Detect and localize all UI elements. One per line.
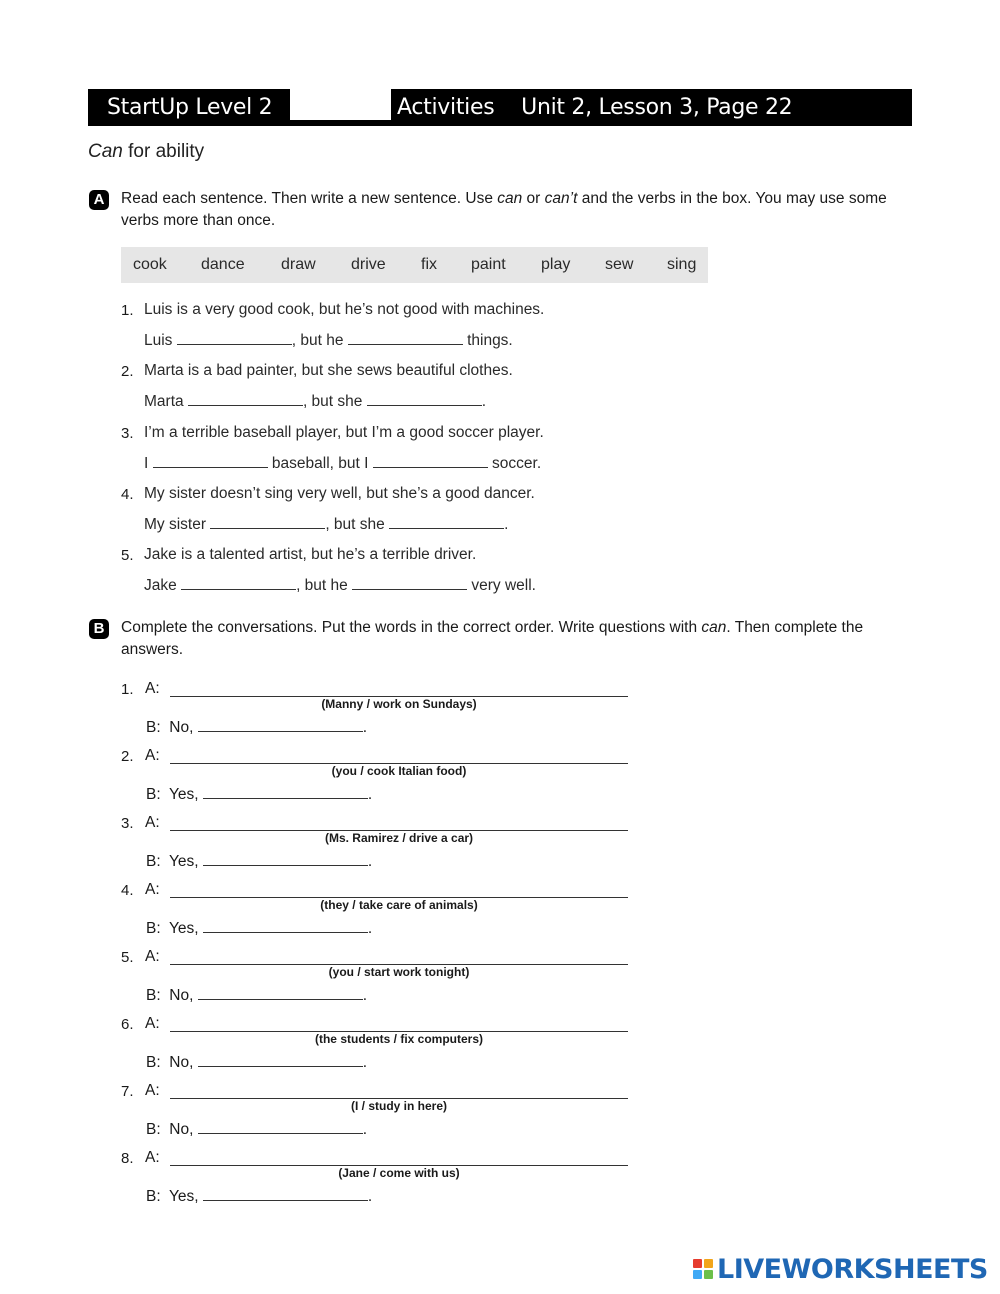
answer-blank[interactable] — [203, 918, 368, 933]
verb-word: draw — [281, 256, 316, 273]
b-item-number: 4. — [121, 882, 134, 899]
verb-word: drive — [351, 256, 386, 273]
word-hint: (you / cook Italian food) — [331, 764, 467, 778]
logo-square — [704, 1270, 713, 1279]
question-blank[interactable] — [170, 1083, 628, 1099]
b-item-number: 2. — [121, 748, 134, 765]
a-item-answer-line: Luis , but he things. — [144, 332, 513, 349]
question-blank[interactable] — [170, 1016, 628, 1032]
verb-word: paint — [471, 256, 506, 273]
verb-word: fix — [421, 256, 437, 273]
a-item-sentence: Marta is a bad painter, but she sews beautiful clothes. — [144, 362, 513, 379]
a-item-number: 3. — [121, 425, 134, 442]
logo-mark-icon — [693, 1259, 713, 1279]
verb-box — [121, 247, 708, 283]
word-hint: (they / take care of animals) — [320, 898, 478, 912]
logo-square — [693, 1259, 702, 1268]
speaker-a-label: A: — [145, 1015, 160, 1032]
b-item-number: 5. — [121, 949, 134, 966]
answer-blank[interactable] — [198, 985, 363, 1000]
speaker-a-label: A: — [145, 881, 160, 898]
logo-square — [693, 1270, 702, 1279]
b-item-number: 8. — [121, 1150, 134, 1167]
question-blank[interactable] — [170, 1150, 628, 1166]
question-blank[interactable] — [170, 882, 628, 898]
question-blank[interactable] — [170, 949, 628, 965]
answer-blank[interactable] — [177, 330, 292, 345]
speaker-a-label: A: — [145, 680, 160, 697]
answer-blank[interactable] — [348, 330, 463, 345]
a-item-sentence: I’m a terrible baseball player, but I’m a good soccer player. — [144, 424, 544, 441]
answer-line: B: No, . — [146, 1121, 368, 1138]
answer-line: B: No, . — [146, 987, 368, 1004]
word-hint: (Jane / come with us) — [338, 1166, 460, 1180]
b-item-number: 7. — [121, 1083, 134, 1100]
b-item-number: 6. — [121, 1016, 134, 1033]
answer-blank[interactable] — [203, 851, 368, 866]
answer-blank[interactable] — [153, 453, 268, 468]
question-blank[interactable] — [170, 681, 628, 697]
answer-blank[interactable] — [373, 453, 488, 468]
verb-word: cook — [133, 256, 167, 273]
word-hint: (Manny / work on Sundays) — [321, 697, 477, 711]
verb-word: sing — [667, 256, 697, 273]
section-a-badge: A — [89, 190, 109, 210]
section-b-badge: B — [89, 619, 109, 639]
answer-blank[interactable] — [188, 391, 303, 406]
answer-line: B: Yes, . — [146, 853, 373, 870]
answer-line: B: Yes, . — [146, 786, 373, 803]
speaker-a-label: A: — [145, 747, 160, 764]
b-item-number: 3. — [121, 815, 134, 832]
section-b-instruction: Complete the conversations. Put the words in the correct order. Write questions with can. Then complete the answers. — [121, 619, 864, 658]
word-hint: (I / study in here) — [350, 1099, 447, 1113]
a-item-answer-line: Jake , but he very well. — [144, 577, 536, 594]
lesson-title: Can for ability — [88, 141, 205, 162]
answer-blank[interactable] — [352, 575, 467, 590]
a-item-number: 1. — [121, 302, 134, 319]
answer-blank[interactable] — [389, 514, 504, 529]
header-gap — [290, 89, 391, 120]
answer-line: B: No, . — [146, 719, 368, 736]
section-a-instruction: Read each sentence. Then write a new sentence. Use can or can’t and the verbs in the box. You may use some verbs more than once. — [121, 190, 887, 229]
verb-word: play — [541, 256, 571, 273]
header-level: StartUp Level 2 — [88, 89, 290, 126]
answer-line: B: No, . — [146, 1054, 368, 1071]
a-item-answer-line: Marta , but she . — [144, 393, 487, 410]
a-item-number: 4. — [121, 486, 134, 503]
a-item-number: 2. — [121, 363, 134, 380]
answer-blank[interactable] — [367, 391, 482, 406]
a-item-number: 5. — [121, 547, 134, 564]
speaker-a-label: A: — [145, 814, 160, 831]
a-item-sentence: My sister doesn’t sing very well, but she’s a good dancer. — [144, 485, 535, 502]
verb-word: sew — [605, 256, 634, 273]
liveworksheets-logo — [693, 1254, 988, 1284]
question-blank[interactable] — [170, 748, 628, 764]
a-item-sentence: Luis is a very good cook, but he’s not good with machines. — [144, 301, 545, 318]
logo-square — [704, 1259, 713, 1268]
a-item-sentence: Jake is a talented artist, but he’s a terrible driver. — [144, 546, 477, 563]
answer-line: B: Yes, . — [146, 1188, 373, 1205]
answer-blank[interactable] — [181, 575, 296, 590]
word-hint: (you / start work tonight) — [328, 965, 470, 979]
answer-blank[interactable] — [198, 1052, 363, 1067]
word-hint: (the students / fix computers) — [314, 1032, 484, 1046]
speaker-a-label: A: — [145, 948, 160, 965]
speaker-a-label: A: — [145, 1149, 160, 1166]
a-item-answer-line: My sister , but she . — [144, 516, 509, 533]
b-item-number: 1. — [121, 681, 134, 698]
answer-blank[interactable] — [203, 1186, 368, 1201]
speaker-a-label: A: — [145, 1082, 160, 1099]
answer-blank[interactable] — [203, 784, 368, 799]
answer-blank[interactable] — [198, 717, 363, 732]
answer-line: B: Yes, . — [146, 920, 373, 937]
logo-text: LIVEWORKSHEETS — [717, 1253, 988, 1285]
a-item-answer-line: I baseball, but I soccer. — [144, 455, 542, 472]
answer-blank[interactable] — [210, 514, 325, 529]
verb-word: dance — [201, 256, 245, 273]
header-lesson-info: Activities Unit 2, Lesson 3, Page 22 — [397, 95, 793, 120]
answer-blank[interactable] — [198, 1119, 363, 1134]
word-hint: (Ms. Ramirez / drive a car) — [324, 831, 474, 845]
question-blank[interactable] — [170, 815, 628, 831]
header-bar — [88, 89, 912, 126]
